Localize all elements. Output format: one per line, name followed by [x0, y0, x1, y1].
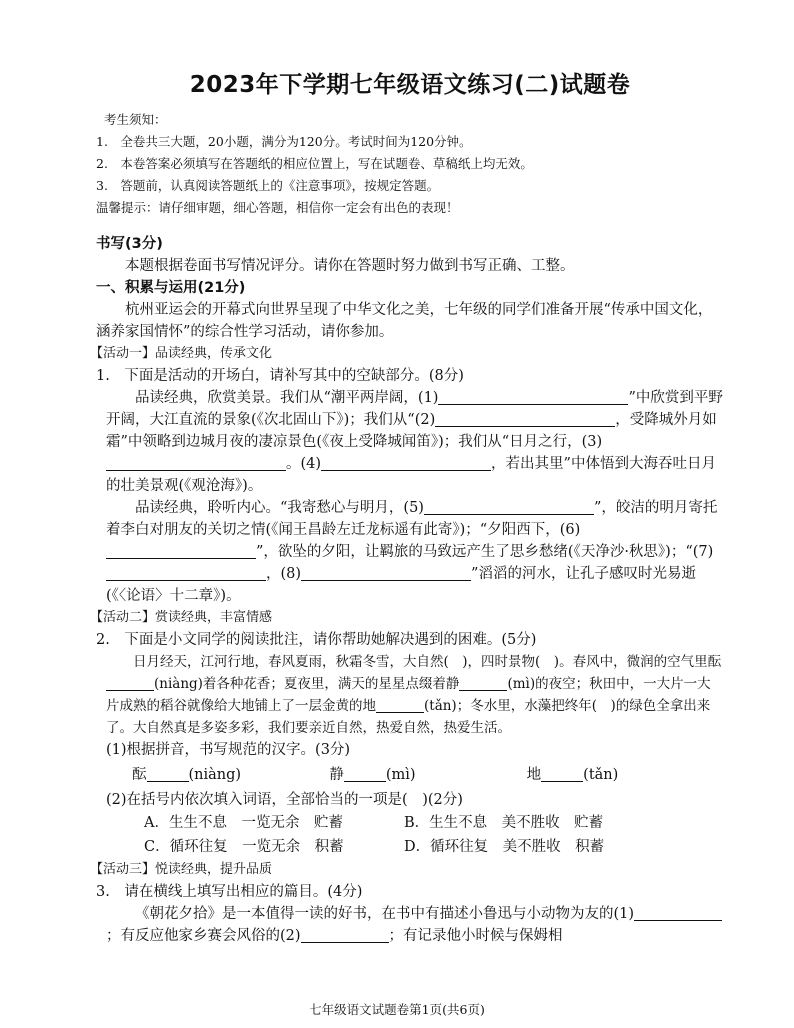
q3-stem: 3. 请在横线上填写出相应的篇目。(4分): [96, 884, 363, 900]
q2-text: (mì)的夜空；秋田中，一大片一大片成熟的稻谷就像给大地铺上了一层金黄的地: [106, 676, 711, 714]
q2-text: 日月经天，江河行地，春风夏雨，秋霜冬雪，大自然( )，四时景物( )。春风中，微润的空气里酝: [133, 654, 722, 670]
answer-blank-q3-2[interactable]: [301, 928, 389, 943]
answer-blank-q3-1[interactable]: [634, 906, 722, 921]
answer-blank-8[interactable]: [301, 566, 471, 581]
option-d[interactable]: D．循环往复 美不胜收 积蓄: [404, 839, 605, 855]
q1-passage: [96, 387, 724, 607]
activity1-heading: 【活动一】品读经典，传承文化: [90, 346, 273, 361]
notice-heading: 考生须知：: [104, 112, 167, 127]
notice-item: 1. 全卷共三大题，20小题，满分为120分。考试时间为120分钟。: [96, 134, 472, 149]
option-c[interactable]: C．循环往复 一览无余 积蓄: [144, 839, 344, 855]
pinyin-char: 地: [526, 767, 542, 783]
section1-heading: 一、积累与运用(21分): [96, 280, 246, 296]
notice-tip: 温馨提示：请仔细审题，细心答题，相信你一定会有出色的表现！: [96, 200, 459, 215]
q1-text: ”中欣赏到平野开阔，大江直流的景象(《次北固山下》)；我们从“(2): [106, 390, 723, 428]
section1-intro: 杭州亚运会的开幕式向世界呈现了中华文化之美，七年级的同学们准备开展“传承中国文化，涵养家国情怀”的综合性学习活动，请你参加。: [96, 302, 713, 340]
answer-blank-4[interactable]: [321, 456, 491, 471]
q3-text: ；有反应他家乡赛会风俗的(2): [106, 928, 301, 944]
answer-blank-7[interactable]: [106, 566, 266, 581]
pinyin-row: [96, 761, 724, 789]
option-b[interactable]: B．生生不息 美不胜收 贮蓄: [404, 815, 604, 831]
q3-passage: [96, 903, 724, 947]
pinyin-blank[interactable]: [541, 767, 583, 782]
answer-blank-mi[interactable]: [459, 676, 507, 691]
pinyin-char: 静: [329, 767, 344, 783]
q2-text: (tǎn)；冬水里，水藻把终年( )的绿色全拿出来了。大自然真是多姿多彩，我们要亲近自然，热爱自然，热爱生活。: [106, 698, 711, 736]
q1-stem: 1. 下面是活动的开场白，请补写其中的空缺部分。(8分): [96, 368, 464, 384]
q3-text: 《朝花夕拾》是一本值得一读的好书，在书中有描述小鲁迅与小动物为友的(1): [135, 906, 635, 922]
q1-text: ，若出其里”中体悟到大海吞吐日月的壮美景观(《观沧海》)。: [106, 456, 716, 494]
activity3-heading: 【活动三】悦读经典，提升品质: [90, 862, 273, 877]
writing-text: 本题根据卷面书写情况评分。请你在答题时努力做到书写正确、工整。: [125, 258, 575, 274]
page-footer: 七年级语文试题卷第1页(共6页): [309, 1002, 485, 1017]
q2-passage: [96, 651, 724, 739]
pinyin-text: (niàng): [188, 767, 242, 783]
notice-item: 2. 本卷答案必须填写在答题纸的相应位置上，写在试题卷、草稿纸上均无效。: [96, 156, 533, 171]
q2-stem: 2. 下面是小文同学的阅读批注，请你帮助她解决遇到的困难。(5分): [96, 632, 537, 648]
answer-blank-6[interactable]: [106, 544, 256, 559]
q3-text: ；有记录他小时候与保姆相: [388, 928, 563, 944]
pinyin-blank[interactable]: [344, 767, 386, 782]
pinyin-text: (mì): [385, 767, 416, 783]
answer-blank-niang[interactable]: [106, 676, 154, 691]
exam-notice: [96, 109, 724, 219]
q1-text: ，受降城外月如霜”中领略到边城月夜的凄凉景色(《夜上受降城闻笛》)；我们从“日月之行，(3): [106, 412, 717, 450]
activity2-heading: 【活动二】赏读经典，丰富情感: [90, 610, 273, 625]
q2-sub1: (1)根据拼音，书写规范的汉字。(3分): [106, 742, 351, 758]
q2-sub2: (2)在括号内依次填入词语，全部恰当的一项是( )(2分): [106, 792, 463, 808]
q1-text: 。(4): [286, 456, 322, 472]
q1-text: ”，欲坠的夕阳，让羁旅的马致远产生了思乡愁绪(《天净沙·秋思》)；“(7): [256, 544, 714, 560]
pinyin-blank[interactable]: [147, 767, 189, 782]
notice-item: 3. 答题前，认真阅读答题纸上的《注意事项》，按规定答题。: [96, 178, 440, 193]
q1-text: ”滔滔的河水，让孔子感叹时光易逝(《〈论语〉十二章》)。: [106, 566, 696, 604]
q1-text: 品读经典，聆听内心。“我寄愁心与明月，(5): [135, 500, 424, 516]
q1-text: ”，皎洁的明月寄托着李白对朋友的关切之情(《闻王昌龄左迁龙标遥有此寄》)；“夕阳西下，(6): [106, 500, 718, 538]
pinyin-char: 酝: [132, 767, 147, 783]
q2-options: [96, 811, 724, 859]
pinyin-text: (tǎn): [583, 767, 619, 783]
q2-text: (niàng)着各种花香；夏夜里，满天的星星点缀着静: [154, 676, 460, 692]
answer-blank-3[interactable]: [106, 456, 286, 471]
q1-text: ，(8): [266, 566, 302, 582]
answer-blank-1[interactable]: [438, 390, 628, 405]
page-title: 2023年下学期七年级语文练习(二)试题卷: [189, 72, 631, 98]
answer-blank-2[interactable]: [435, 412, 615, 427]
q1-text: 品读经典，欣赏美景。我们从“潮平两岸阔，(1): [135, 390, 439, 406]
option-a[interactable]: A．生生不息 一览无余 贮蓄: [144, 815, 343, 831]
answer-blank-tan[interactable]: [376, 698, 424, 713]
writing-heading: 书写(3分): [96, 236, 163, 252]
answer-blank-5[interactable]: [424, 500, 594, 515]
